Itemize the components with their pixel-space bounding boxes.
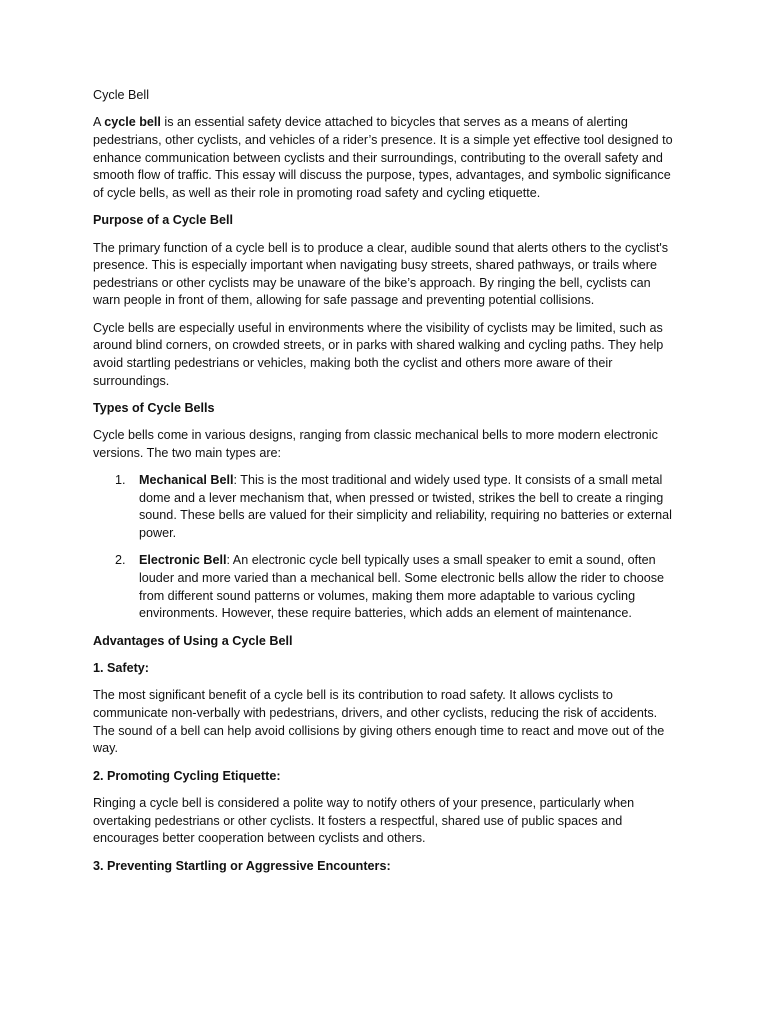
list-item-text: : This is the most traditional and widely used type. It consists of a small metal dome and a lever mechanism that, when pressed or twisted, strikes the bell to create a ringing sound. These bells are valued for their simplicity and reliability, requiring no batteries or external power. [139, 473, 672, 541]
list-item-number: 1. [115, 473, 126, 488]
document-title: Cycle Bell [93, 88, 149, 102]
intro-bold-term: cycle bell [104, 115, 161, 130]
list-item-term: Electronic Bell [139, 553, 227, 568]
section-heading-types: Types of Cycle Bells [93, 400, 215, 415]
intro-paragraph [93, 114, 677, 202]
section-heading-purpose: Purpose of a Cycle Bell [93, 213, 233, 228]
purpose-paragraph: The primary function of a cycle bell is to produce a clear, audible sound that alerts others to the cyclist's presence. This is especially important when navigating busy streets, shared pathways, or trails where pedestrians or other cyclists may be unaware of the bike’s approach. By ringing the bell, cyclists can warn people in front of them, allowing for safe passage and preventing potential collisions. [93, 240, 669, 308]
list-item [115, 472, 677, 542]
list-item-term: Mechanical Bell [139, 473, 234, 488]
types-list [93, 472, 677, 623]
document-page [93, 87, 677, 885]
subsection-heading: 3. Preventing Startling or Aggressive Encounters: [93, 858, 391, 873]
types-intro-paragraph: Cycle bells come in various designs, ranging from classic mechanical bells to more modern electronic versions. The two main types are: [93, 428, 658, 460]
list-item-number: 2. [115, 553, 126, 568]
intro-lead: A [93, 115, 105, 130]
list-item [115, 552, 677, 622]
subsection-paragraph: The most significant benefit of a cycle bell is its contribution to road safety. It allows cyclists to communicate non-verbally with pedestrians, drivers, and other cyclists, reducing the risk of accidents. The sound of a bell can help avoid collisions by giving others enough time to react and move out of the way. [93, 688, 665, 756]
subsection-heading: 1. Safety: [93, 661, 149, 675]
purpose-paragraph: Cycle bells are especially useful in environments where the visibility of cyclists may be limited, such as around blind corners, on crowded streets, or in parks with shared walking and cycling paths. They help avoid startling pedestrians or vehicles, making both the cyclist and others more aware of their surroundings. [93, 320, 664, 388]
subsection-paragraph: Ringing a cycle bell is considered a polite way to notify others of your presence, particularly when overtaking pedestrians or other cyclists. It fosters a respectful, shared use of public spaces and encourages better cooperation between cyclists and others. [93, 795, 635, 846]
section-heading-advantages: Advantages of Using a Cycle Bell [93, 633, 293, 648]
intro-rest: is an essential safety device attached to bicycles that serves as a means of alerting pedestrians, other cyclists, and vehicles of a rider’s presence. It is a simple yet effective tool designed to enhance communication between cyclists and their surroundings, contributing to the overall safety and smooth flow of traffic. This essay will discuss the purpose, types, advantages, and symbolic significance of cycle bells, as well as their role in promoting road safety and cycling etiquette. [93, 115, 673, 200]
list-item-text: : An electronic cycle bell typically uses a small speaker to emit a sound, often louder and more varied than a mechanical bell. Some electronic bells allow the rider to choose from different sound patterns or volumes, making them more adaptable to various cycling environments. However, these require batteries, which adds an element of maintenance. [139, 553, 665, 621]
subsection-heading: 2. Promoting Cycling Etiquette: [93, 768, 281, 783]
